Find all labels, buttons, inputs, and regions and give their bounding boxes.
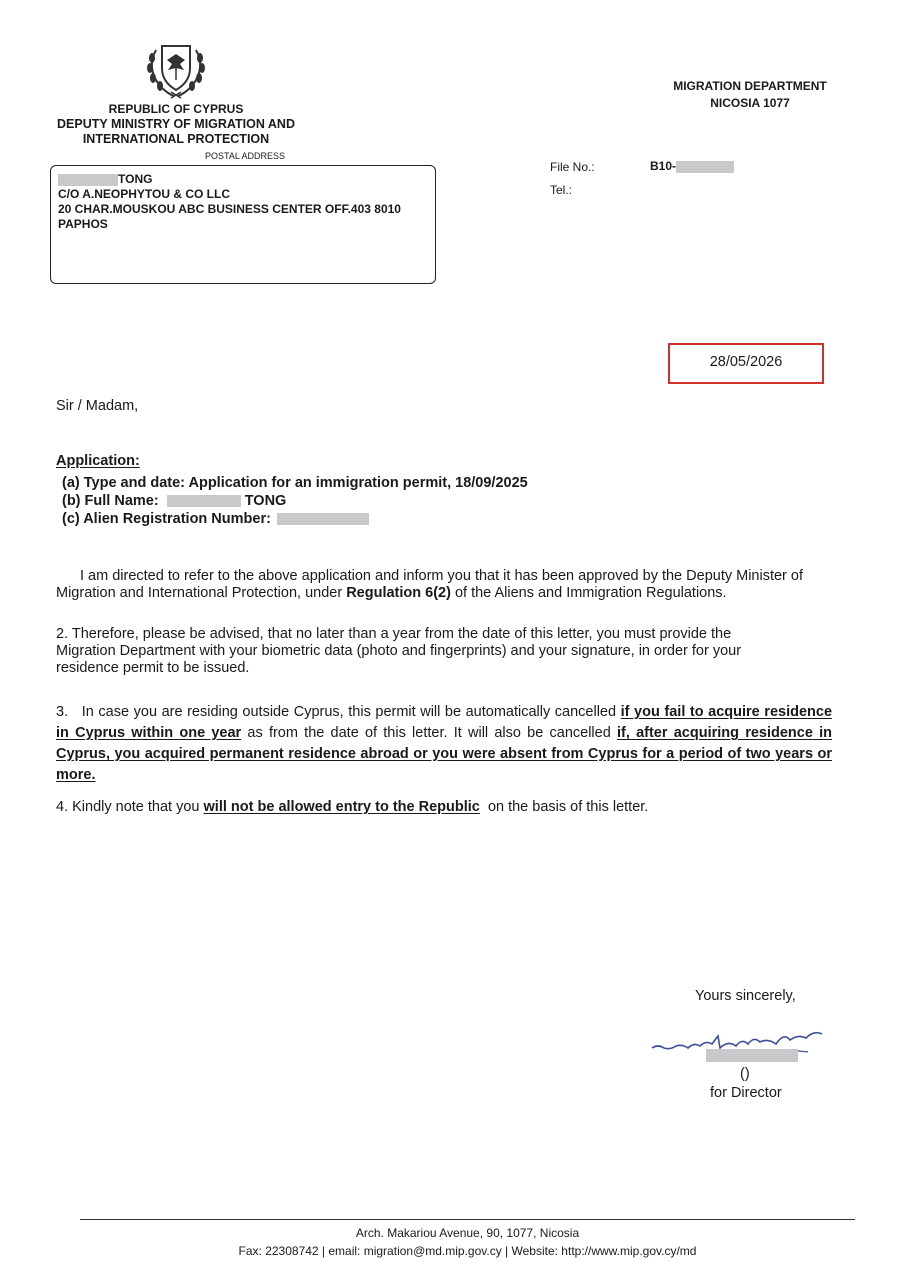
recipient-line3: 20 CHAR.MOUSKOU ABC BUSINESS CENTER OFF.403 8010: [58, 202, 401, 216]
postal-address-label: POSTAL ADDRESS: [204, 151, 286, 161]
redacted-signatory-name: [706, 1049, 798, 1062]
letter-date: 28/05/2026: [709, 354, 783, 370]
republic-heading: REPUBLIC OF CYPRUS: [108, 102, 244, 116]
paragraph-approval: I am directed to refer to the above application and inform you that it has been approved by the Deputy Minister of Migration and International Protection, under Regulation 6(2) of the Aliens and Immigration Regulations.: [56, 568, 804, 601]
footer-contact: Fax: 22308742 | email: migration@md.mip.gov.cy | Website: http://www.mip.gov.cy/md: [238, 1244, 697, 1258]
paragraph-biometric: 2. Therefore, please be advised, that no later than a year from the date of this letter, you must provide the Migration Department with your biometric data (photo and fingerprints) and your signature, in order for your residence permit to be issued.: [56, 626, 742, 676]
application-heading: Application:: [56, 453, 140, 469]
salutation: Sir / Madam,: [56, 398, 139, 414]
department-heading: MIGRATION DEPARTMENT: [673, 79, 827, 93]
ministry-heading-line2: INTERNATIONAL PROTECTION: [82, 132, 270, 146]
recipient-name-line: TONG: [58, 172, 152, 187]
closing-sincerely: Yours sincerely,: [695, 988, 796, 1004]
city-heading: NICOSIA 1077: [710, 96, 790, 110]
redacted-file-number: [676, 161, 734, 173]
paragraph-entry-note: 4. Kindly note that you will not be allowed entry to the Republic on the basis of this letter.: [56, 799, 649, 815]
recipient-line2: C/O A.NEOPHYTOU & CO LLC: [58, 187, 231, 201]
footer-address: Arch. Makariou Avenue, 90, 1077, Nicosia: [355, 1226, 580, 1240]
application-name-line: (b) Full Name: TONG: [62, 493, 287, 509]
application-type-line: (a) Type and date: Application for an immigration permit, 18/09/2025: [62, 475, 528, 491]
for-director: for Director: [710, 1085, 782, 1101]
coat-of-arms-emblem: [138, 38, 214, 102]
file-number-value: B10-: [650, 159, 734, 174]
signatory-parens: (): [740, 1066, 750, 1082]
redacted-given-name: [58, 174, 118, 186]
tel-label: Tel.:: [550, 183, 573, 197]
recipient-line4: PAPHOS: [58, 217, 108, 231]
ministry-heading-line1: DEPUTY MINISTRY OF MIGRATION AND: [57, 117, 295, 131]
footer-divider: [80, 1219, 855, 1220]
application-arn-line: (c) Alien Registration Number:: [62, 511, 369, 528]
file-number-label: File No.:: [550, 160, 595, 174]
paragraph-cancellation: 3. In case you are residing outside Cyprus, this permit will be automatically cancelled if you fail to acquire residence in Cyprus within one year as from the date of this letter. It will also be cancelled if, after acquiring residence in Cyprus, you acquired permanent residence abroad or you were absent from Cyprus for a period of two years or more.: [56, 704, 833, 783]
redacted-full-name: [167, 495, 241, 507]
redacted-arn: [277, 513, 369, 525]
